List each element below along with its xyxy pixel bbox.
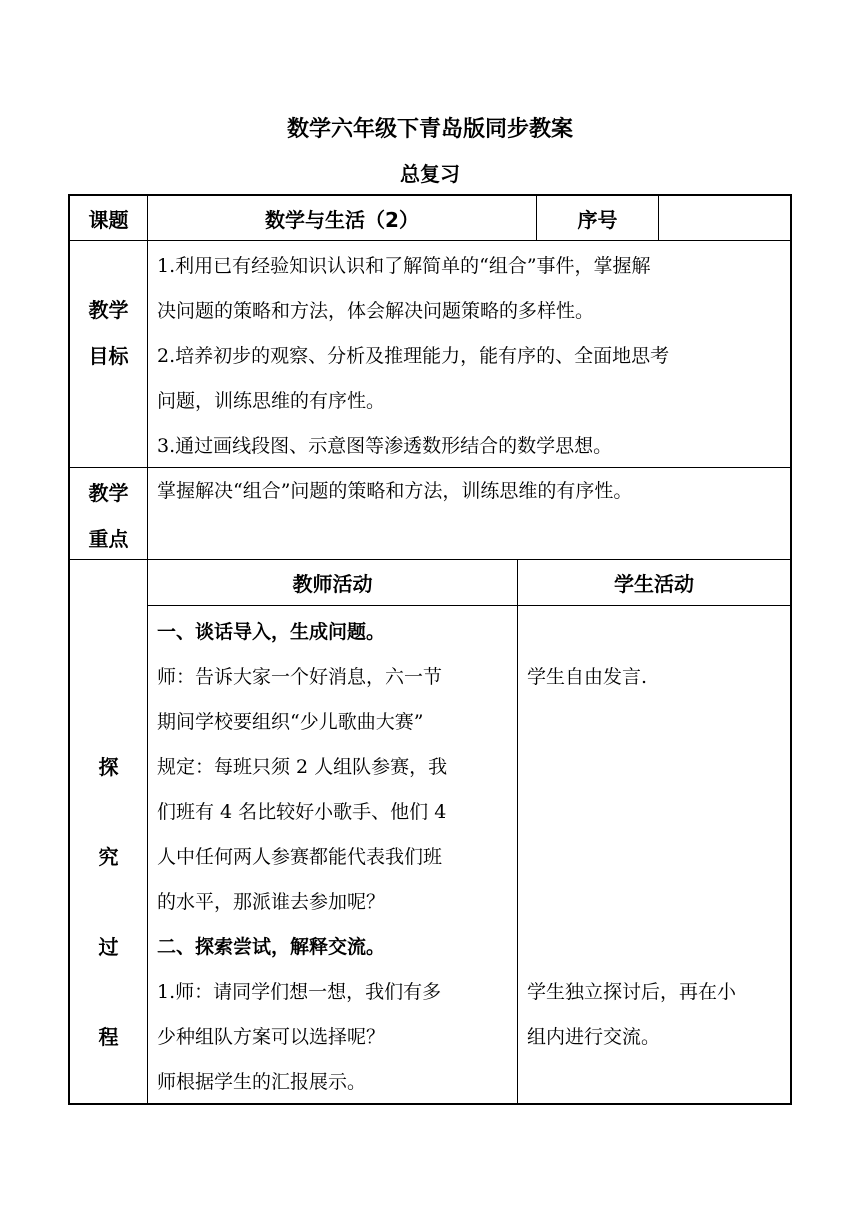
teacher-line: 期间学校要组织“少儿歌曲大赛” — [157, 711, 424, 733]
objective-line: 决问题的策略和方法，体会解决问题策略的多样性。 — [157, 300, 595, 322]
objective-line: 1.利用已有经验知识认识和了解简单的“组合”事件，掌握解 — [157, 255, 651, 277]
process-label-char: 程 — [98, 1024, 119, 1049]
objectives-label-line: 目标 — [88, 344, 129, 368]
table-rule — [147, 194, 148, 1105]
section-heading: 二、探索尝试，解释交流。 — [157, 936, 386, 958]
key-points-text: 掌握解决“组合”问题的策略和方法，训练思维的有序性。 — [157, 480, 633, 502]
page-subtitle: 总复习 — [400, 162, 460, 186]
objectives-content — [157, 244, 787, 469]
objectives-label-line: 教学 — [88, 298, 129, 322]
student-activity-header: 学生活动 — [614, 572, 694, 596]
process-label-char: 究 — [98, 844, 119, 869]
topic-label: 课题 — [88, 207, 129, 232]
process-label-char: 探 — [98, 754, 119, 779]
table-border-right — [790, 194, 792, 1105]
objective-line: 问题，训练思维的有序性。 — [157, 390, 386, 412]
page-title: 数学六年级下青岛版同步教案 — [286, 117, 573, 142]
table-rule — [517, 559, 518, 1105]
serial-value — [659, 196, 790, 240]
teacher-line: 的水平，那派谁去参加呢？ — [157, 891, 386, 913]
process-label-char: 过 — [98, 934, 119, 959]
student-note — [527, 970, 787, 1060]
objective-line: 2.培养初步的观察、分析及推理能力，能有序的、全面地思考 — [157, 345, 670, 367]
section-heading: 一、谈话导入，生成问题。 — [157, 621, 386, 643]
teacher-line: 少种组队方案可以选择呢？ — [157, 1026, 386, 1048]
objective-line: 3.通过画线段图、示意图等渗透数形结合的数学思想。 — [157, 435, 613, 457]
key-points-label — [70, 470, 147, 562]
teacher-line: 规定：每班只须 2 人组队参赛，我 — [157, 756, 448, 778]
teacher-line: 1.师：请同学们想一想，我们有多 — [157, 981, 442, 1003]
objectives-label — [70, 287, 147, 379]
key-points-label-line: 重点 — [88, 527, 129, 551]
topic-value: 数学与生活（2） — [265, 207, 419, 232]
teacher-line: 人中任何两人参赛都能代表我们班 — [157, 846, 443, 868]
student-note-line: 组内进行交流。 — [527, 1026, 661, 1048]
teacher-line: 们班有 4 名比较好小歌手、他们 4 — [157, 801, 447, 823]
student-note-line: 学生独立探讨后，再在小 — [527, 981, 737, 1003]
student-note: 学生自由发言. — [527, 666, 648, 688]
key-points-content — [157, 469, 787, 514]
teacher-activity-content — [157, 610, 515, 1105]
key-points-label-line: 教学 — [88, 481, 129, 505]
table-rule — [68, 240, 792, 241]
table-rule — [147, 605, 792, 606]
teacher-activity-header: 教师活动 — [292, 572, 373, 596]
serial-label: 序号 — [577, 207, 618, 232]
teacher-line: 师根据学生的汇报展示。 — [157, 1071, 367, 1093]
teacher-line: 师：告诉大家一个好消息，六一节 — [157, 666, 443, 688]
